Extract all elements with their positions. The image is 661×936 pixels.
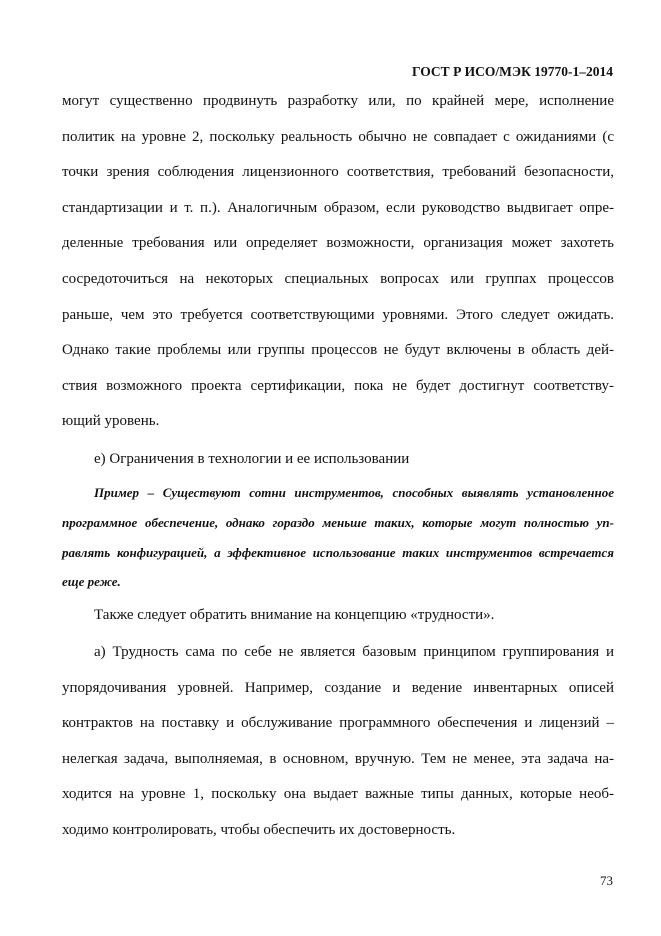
example-note: [62, 483, 614, 602]
text-line: деленные требования или определяет возможности, организация может захотеть: [62, 235, 614, 252]
document-header: ГОСТ Р ИСО/МЭК 19770-1–2014: [412, 64, 613, 79]
difficulty-intro: Также следует обратить внимание на концепцию «трудности».: [94, 607, 495, 623]
text-line: сосредоточиться на некоторых специальных вопросах или группах процессов: [62, 270, 614, 287]
text-line: точки зрения соблюдения лицензионного соответствия, требований безопасности,: [62, 164, 614, 181]
text-line: а) Трудность сама по себе не является базовым принципом группирования и: [94, 644, 614, 660]
text-line: ходимо контролировать, чтобы обеспечить их достоверность.: [62, 821, 456, 838]
text-line: Однако такие проблемы или группы процессов не будут включены в область дей-: [62, 342, 614, 359]
item-e-heading: е) Ограничения в технологии и ее использовании: [94, 451, 410, 467]
text-line: могут существенно продвинуть разработку или, по крайней мере, исполнение: [62, 93, 614, 109]
example-line: еще реже.: [62, 574, 121, 590]
text-line: упорядочивания уровней. Например, создание и ведение инвентарных описей: [62, 679, 614, 696]
text-line: ющий уровень.: [62, 413, 160, 430]
example-line: Пример – Существуют сотни инструментов, способных выявлять установленное: [94, 485, 614, 500]
example-line: равлять конфигурацией, а эффективное использование таких инструментов встречается: [62, 544, 614, 560]
text-line: нелегкая задача, выполняемая, в основном, вручную. Тем не менее, эта задача на-: [62, 750, 614, 767]
paragraph-1: [62, 90, 614, 446]
item-a-paragraph: [62, 641, 614, 855]
example-line: программное обеспечение, однако гораздо меньше таких, которые могут полностью уп-: [62, 514, 614, 530]
text-line: политик на уровне 2, поскольку реальность обычно не совпадает с ожиданиями (с: [62, 128, 614, 145]
text-line: стандартизации и т. п.). Аналогичным образом, если руководство выдвигает опре-: [62, 199, 614, 216]
text-line: ствия возможного проекта сертификации, пока не будет достигнут соответству-: [62, 377, 614, 394]
text-line: контрактов на поставку и обслуживание программного обеспечения и лицензий –: [62, 715, 614, 732]
page-number: 73: [600, 873, 613, 888]
text-line: раньше, чем это требуется соответствующими уровнями. Этого следует ожидать.: [62, 306, 614, 323]
text-line: ходится на уровне 1, поскольку она выдает важные типы данных, которые необ-: [62, 786, 614, 803]
